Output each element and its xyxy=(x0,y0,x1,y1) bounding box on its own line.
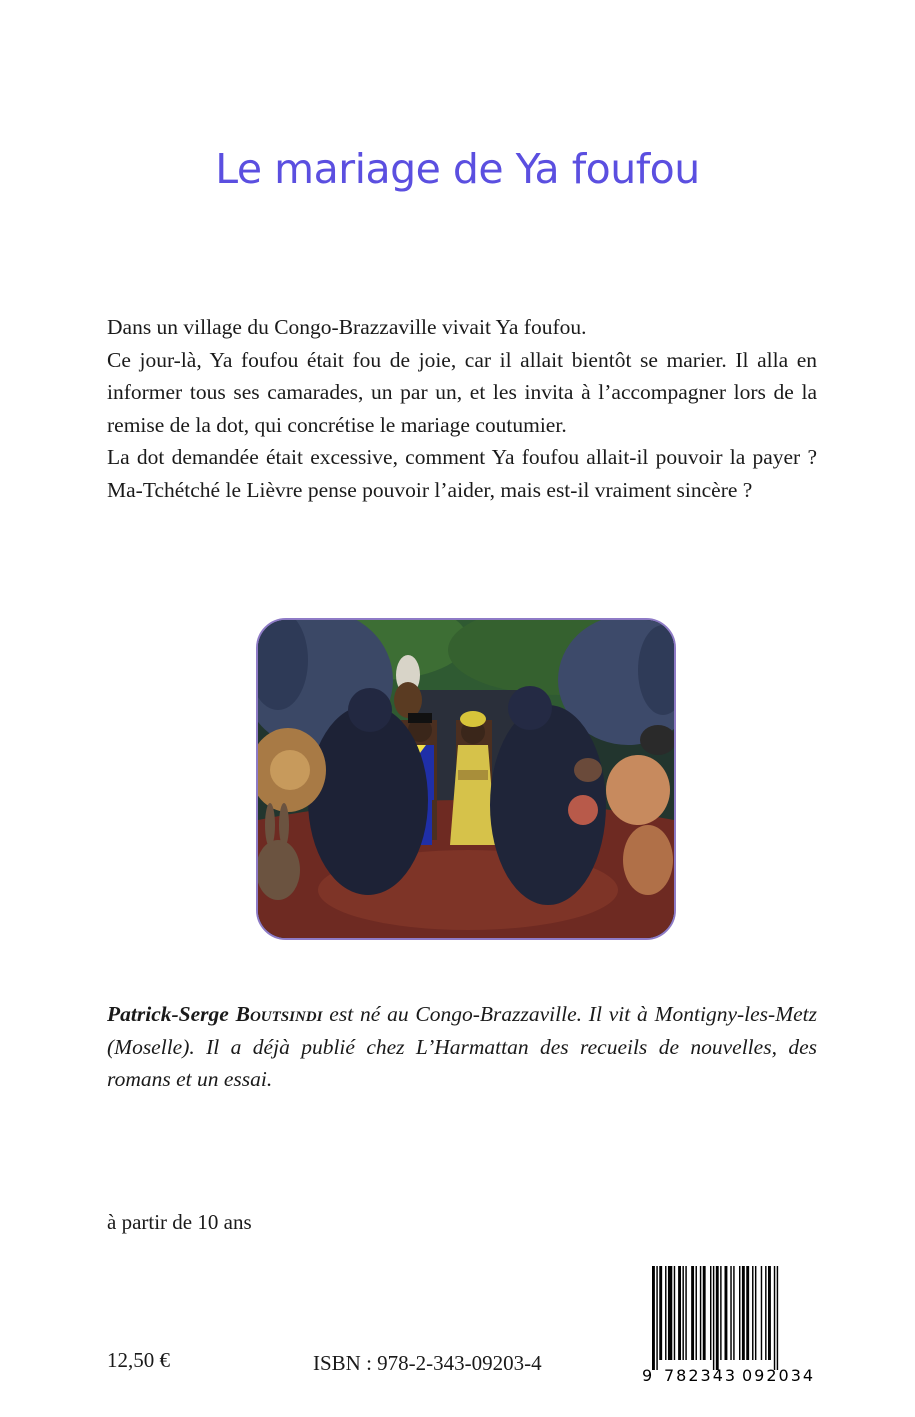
barcode-bars xyxy=(652,1266,820,1370)
barcode-bar xyxy=(674,1266,675,1360)
back-cover-summary xyxy=(107,311,817,507)
barcode-bar xyxy=(742,1266,745,1360)
barcode-bar xyxy=(716,1266,719,1370)
barcode-bar xyxy=(752,1266,753,1360)
author-bio-text: est né au Congo-Brazzaville. Il vit à Montigny-les-Metz (Moselle). Il a déjà publié chez L’Harmattan des recueils de nouvelles, des romans et un essai. xyxy=(107,1002,817,1092)
barcode-left-group: 782343 xyxy=(664,1366,738,1385)
barcode-bar xyxy=(678,1266,681,1360)
barcode-bar xyxy=(685,1266,686,1360)
barcode xyxy=(642,1266,822,1388)
author-bio xyxy=(107,998,817,1096)
book-title: Le mariage de Ya foufou xyxy=(215,145,700,194)
age-range: à partir de 10 ans xyxy=(107,1210,252,1234)
barcode-bar xyxy=(733,1266,734,1360)
barcode-digits xyxy=(642,1366,822,1386)
summary-paragraph: La dot demandée était excessive, comment Ya foufou allait-il pouvoir la payer ? Ma-Tchétché le Lièvre pense pouvoir l’aider, mais est-il vraiment sincère ? xyxy=(107,445,817,502)
barcode-bar xyxy=(777,1266,778,1370)
barcode-bar xyxy=(755,1266,756,1360)
barcode-right-group: 092034 xyxy=(742,1366,816,1385)
barcode-bar xyxy=(682,1266,683,1360)
author-last-name: Boutsindi xyxy=(235,1002,323,1026)
isbn: ISBN : 978-2-343-09203-4 xyxy=(313,1351,542,1375)
barcode-bar xyxy=(768,1266,771,1360)
barcode-bar xyxy=(700,1266,701,1360)
cover-illustration xyxy=(256,618,676,940)
barcode-bar xyxy=(659,1266,662,1360)
barcode-bar xyxy=(713,1266,714,1370)
barcode-lead-digit: 9 xyxy=(642,1366,653,1385)
barcode-bar xyxy=(656,1266,657,1370)
barcode-bar xyxy=(710,1266,711,1360)
barcode-bar xyxy=(703,1266,706,1360)
barcode-bar xyxy=(765,1266,766,1360)
author-first-name: Patrick-Serge xyxy=(107,1002,229,1026)
summary-paragraph: Ce jour-là, Ya foufou était fou de joie, car il allait bientôt se marier. Il alla en informer tous ses camarades, un par un, et les invita à l’accompagner lors de la remise de la dot, qui concrétise le mariage coutumier. xyxy=(107,347,817,437)
barcode-bar xyxy=(720,1266,721,1360)
barcode-bar xyxy=(730,1266,731,1360)
barcode-bar xyxy=(774,1266,775,1370)
barcode-bar xyxy=(665,1266,666,1360)
barcode-bar xyxy=(761,1266,762,1360)
barcode-bar xyxy=(739,1266,740,1360)
barcode-bar xyxy=(725,1266,728,1360)
summary-paragraph: Dans un village du Congo-Brazzaville vivait Ya foufou. xyxy=(107,315,587,339)
barcode-bar xyxy=(696,1266,697,1360)
wedding-animals-painting xyxy=(258,620,674,938)
barcode-bar xyxy=(746,1266,749,1360)
barcode-bar xyxy=(652,1266,655,1370)
author-name xyxy=(107,1002,322,1026)
barcode-bar xyxy=(691,1266,694,1360)
barcode-bar xyxy=(668,1266,672,1360)
price: 12,50 € xyxy=(107,1348,170,1372)
